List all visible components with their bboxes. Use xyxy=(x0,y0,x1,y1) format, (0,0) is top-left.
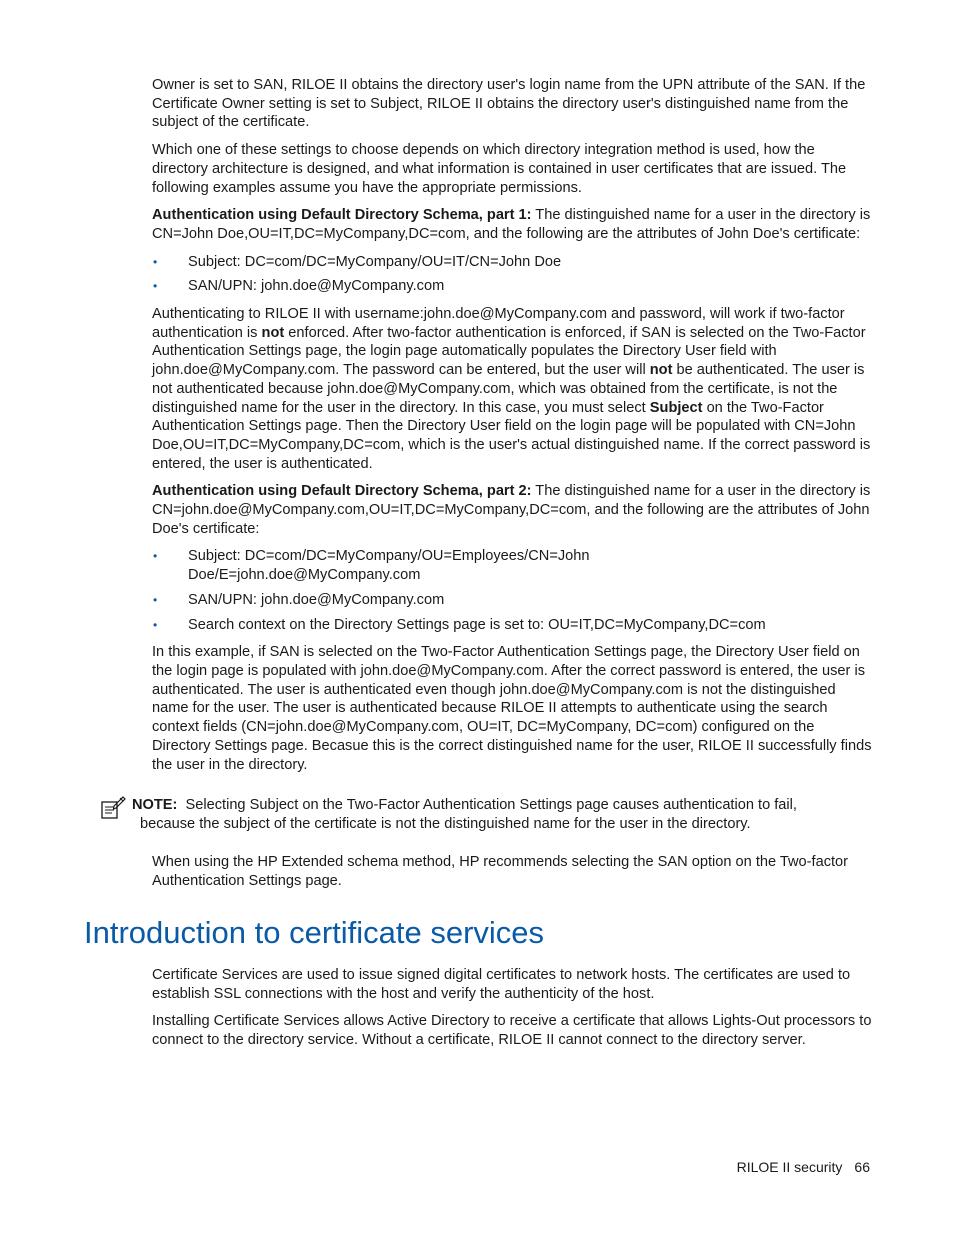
part2-explanation: In this example, if SAN is selected on the Two-Factor Authentication Settings page, the Directory User field on the login page is populated with john.doe@MyCompany.com. After the correct password is entered, the user is authenticated. The user is authenticated even though john.doe@MyCompany.com is not the distinguished name for the user. The user is authenticated because RILOE II attempts to authenticate using the search context fields (CN=john.doe@MyCompany.com, OU=IT, DC=MyCompany, DC=com) configured on the Directory Settings page. Becasue this is the correct distinguished name for the user, RILOE II successfully finds the user in the directory. xyxy=(152,644,872,773)
emphasis-not: not xyxy=(649,362,673,379)
text-run: enforced. After two-factor authentication is enforced, if SAN is selected on the Two-Factor Authentication Settings page, the login page automatically populates the Directory User field with john.doe@MyCompany.com. The password can be entered, but the user will xyxy=(152,324,866,379)
bullet-text: SAN/UPN: john.doe@MyCompany.com xyxy=(188,591,445,608)
note-line-2: because the subject of the certificate is not the distinguished name for the user in the directory. xyxy=(140,815,751,832)
page-footer xyxy=(600,1158,870,1177)
paragraph-hp-extended: When using the HP Extended schema method, HP recommends selecting the SAN option on the Two-factor Authentication Settings page. xyxy=(152,854,849,889)
emphasis-not: not xyxy=(261,324,285,341)
emphasis-subject: Subject xyxy=(649,399,703,416)
list-item xyxy=(152,277,872,296)
part1-heading: Authentication using Default Directory Schema, part 1: xyxy=(152,207,532,224)
text-run: on the Two-Factor Authentication Settings page. Then the Directory User field on the login page will be populated with CN=John Doe,OU=IT,DC=MyCompany,DC=com, which is the user's actual distinguished name. If the correct password is entered, the user is authenticated. xyxy=(152,399,871,472)
body-top xyxy=(152,76,872,783)
part1-text: The distinguished name for a user in the directory is CN=John Doe,OU=IT,DC=MyCompany,DC=com, and the following are the attributes of John Doe's certificate: xyxy=(152,207,871,242)
footer-label: RILOE II security xyxy=(736,1159,843,1175)
list-item xyxy=(152,253,872,272)
bullet-icon: • xyxy=(153,549,158,564)
bullet-text: Subject: DC=com/DC=MyCompany/OU=Employees/CN=John Doe/E=john.doe@MyCompany.com xyxy=(188,548,590,584)
list-item xyxy=(152,616,872,635)
bullet-icon: • xyxy=(153,617,158,632)
list-item xyxy=(152,547,872,584)
bullet-icon: • xyxy=(153,592,158,607)
paragraph-cert-services: Certificate Services are used to issue signed digital certificates to network hosts. The certificates are used to establish SSL connections with the host and verify the authenticity of the host. xyxy=(152,967,851,1002)
part2-text: The distinguished name for a user in the directory is CN=john.doe@MyCompany.com,OU=IT,DC=MyCompany,DC=com, and the following are the attributes of John Doe's certificate: xyxy=(152,483,871,537)
after-note xyxy=(152,853,872,899)
part2-heading: Authentication using Default Directory Schema, part 2: xyxy=(152,483,532,500)
part1-intro xyxy=(152,206,872,243)
bullet-text: SAN/UPN: john.doe@MyCompany.com xyxy=(188,278,445,295)
bullet-icon: • xyxy=(153,279,158,294)
text-run: be authenticated. The user is not authenticated because john.doe@MyCompany.com, which was obtained from the certificate, is not the distinguished name for the user in the directory. In this case, you must select xyxy=(152,362,865,416)
paragraph-install-cert-services: Installing Certificate Services allows Active Directory to receive a certificate that allows Lights-Out processors to connect to the directory service. Without a certificate, RILOE II cannot connect to the directory server. xyxy=(152,1013,872,1049)
bullet-text: Search context on the Directory Settings page is set to: OU=IT,DC=MyCompany,DC=com xyxy=(188,616,766,633)
text-run: Authenticating to RILOE II with username:john.doe@MyCompany.com and password, will work if two-factor authentication is xyxy=(152,306,845,341)
paragraph-intro: Owner is set to SAN, RILOE II obtains the directory user's login name from the UPN attribute of the SAN. If the Certificate Owner setting is set to Subject, RILOE II obtains the directory user's distinguished name from the subject of the certificate. xyxy=(152,77,866,131)
part2-intro xyxy=(152,482,872,538)
note-icon xyxy=(100,796,126,820)
part1-explanation xyxy=(152,305,872,473)
bullet-text: Subject: DC=com/DC=MyCompany/OU=IT/CN=John Doe xyxy=(188,253,562,270)
list-item xyxy=(152,591,872,610)
note-label: NOTE: xyxy=(132,797,178,813)
note-box xyxy=(100,796,875,833)
note-line-1: Selecting Subject on the Two-Factor Authentication Settings page causes authentication to fail, xyxy=(185,797,797,813)
paragraph-settings-choice: Which one of these settings to choose depends on which directory integration method is used, how the directory architecture is designed, and what information is contained in user certificates that are issued. The following examples assume you have the appropriate permissions. xyxy=(152,142,847,196)
section-body xyxy=(152,966,872,1059)
page-number: 66 xyxy=(854,1159,870,1175)
note-text xyxy=(100,796,875,833)
section-title: Introduction to certificate services xyxy=(84,915,545,950)
bullet-icon: • xyxy=(153,254,158,269)
